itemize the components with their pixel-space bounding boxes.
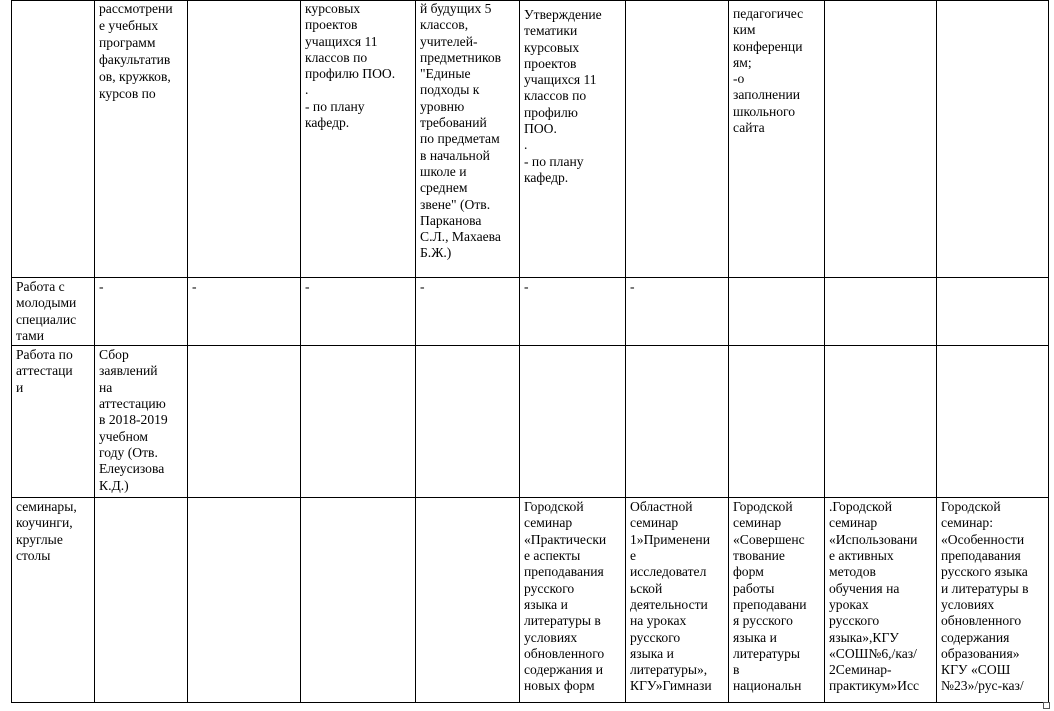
table-cell (416, 498, 520, 703)
table-cell: Утверждение тематики курсовых проектов учащихся 11 классов по профилю ПОО. . - по плану кафедр. (520, 1, 626, 278)
table-cell: - (416, 278, 520, 346)
table-row-header: Работа с молодыми специалис тами (12, 278, 95, 346)
table-cell (825, 278, 937, 346)
table-cell (301, 498, 416, 703)
table-cell (301, 346, 416, 498)
table-cell (416, 346, 520, 498)
table-row (12, 346, 1049, 498)
table-cell: - (95, 278, 188, 346)
plan-table (11, 0, 1049, 703)
table-row (12, 498, 1049, 703)
table-cell: рассмотрени е учебных программ факультатив ов, кружков, курсов по (95, 1, 188, 278)
table-cell (626, 346, 729, 498)
table-cell (825, 1, 937, 278)
table-cell (937, 1, 1049, 278)
table-cell: Городской семинар «Практически е аспекты преподавания русского языка и литературы в условиях обновленного содержания и новых форм (520, 498, 626, 703)
table-cell: Сбор заявлений на аттестацию в 2018-2019 учебном году (Отв. Елеусизова К.Д.) (95, 346, 188, 498)
table-cell (95, 498, 188, 703)
table-cell (729, 278, 825, 346)
table-cell: Городской семинар «Совершенс твование форм работы преподавани я русского языка и литературы в национальн (729, 498, 825, 703)
table-cell: Областной семинар 1»Применени е исследовател ьской деятельности на уроках русского языка и литературы», КГУ»Гимнази (626, 498, 729, 703)
table-cell: .Городской семинар «Использовани е активных методов обучения на уроках русского языка»,КГУ «СОШ№6,/каз/ 2Семинар- практикум»Исс (825, 498, 937, 703)
table-row (12, 1, 1049, 278)
table-cell: - (626, 278, 729, 346)
table-row (12, 278, 1049, 346)
table-cell (825, 346, 937, 498)
table-cell: - (520, 278, 626, 346)
table-cell: - (301, 278, 416, 346)
table-cell (188, 498, 301, 703)
table-resize-handle[interactable] (1043, 702, 1050, 709)
table-cell: й будущих 5 классов, учителей- предметников "Единые подходы к уровню требований по предметам в начальной школе и среднем звене" (Отв. Парканова С.Л., Махаева Б.Ж.) (416, 1, 520, 278)
table-row-header: Работа по аттестаци и (12, 346, 95, 498)
table-row-header: семинары, коучинги, круглые столы (12, 498, 95, 703)
table-cell: курсовых проектов учащихся 11 классов по профилю ПОО. . - по плану кафедр. (301, 1, 416, 278)
table-cell (729, 346, 825, 498)
table-cell (937, 278, 1049, 346)
table-cell (937, 346, 1049, 498)
table-cell (520, 346, 626, 498)
table-cell (626, 1, 729, 278)
table-cell (12, 1, 95, 278)
table-cell (188, 1, 301, 278)
table-cell: педагогичес ким конференци ям; -о заполнении школьного сайта (729, 1, 825, 278)
table-cell: - (188, 278, 301, 346)
table-cell (188, 346, 301, 498)
table-cell: Городской семинар: «Особенности преподавания русского языка и литературы в условиях обновленного содержания образования» КГУ «СОШ №23»/рус-каз/ (937, 498, 1049, 703)
